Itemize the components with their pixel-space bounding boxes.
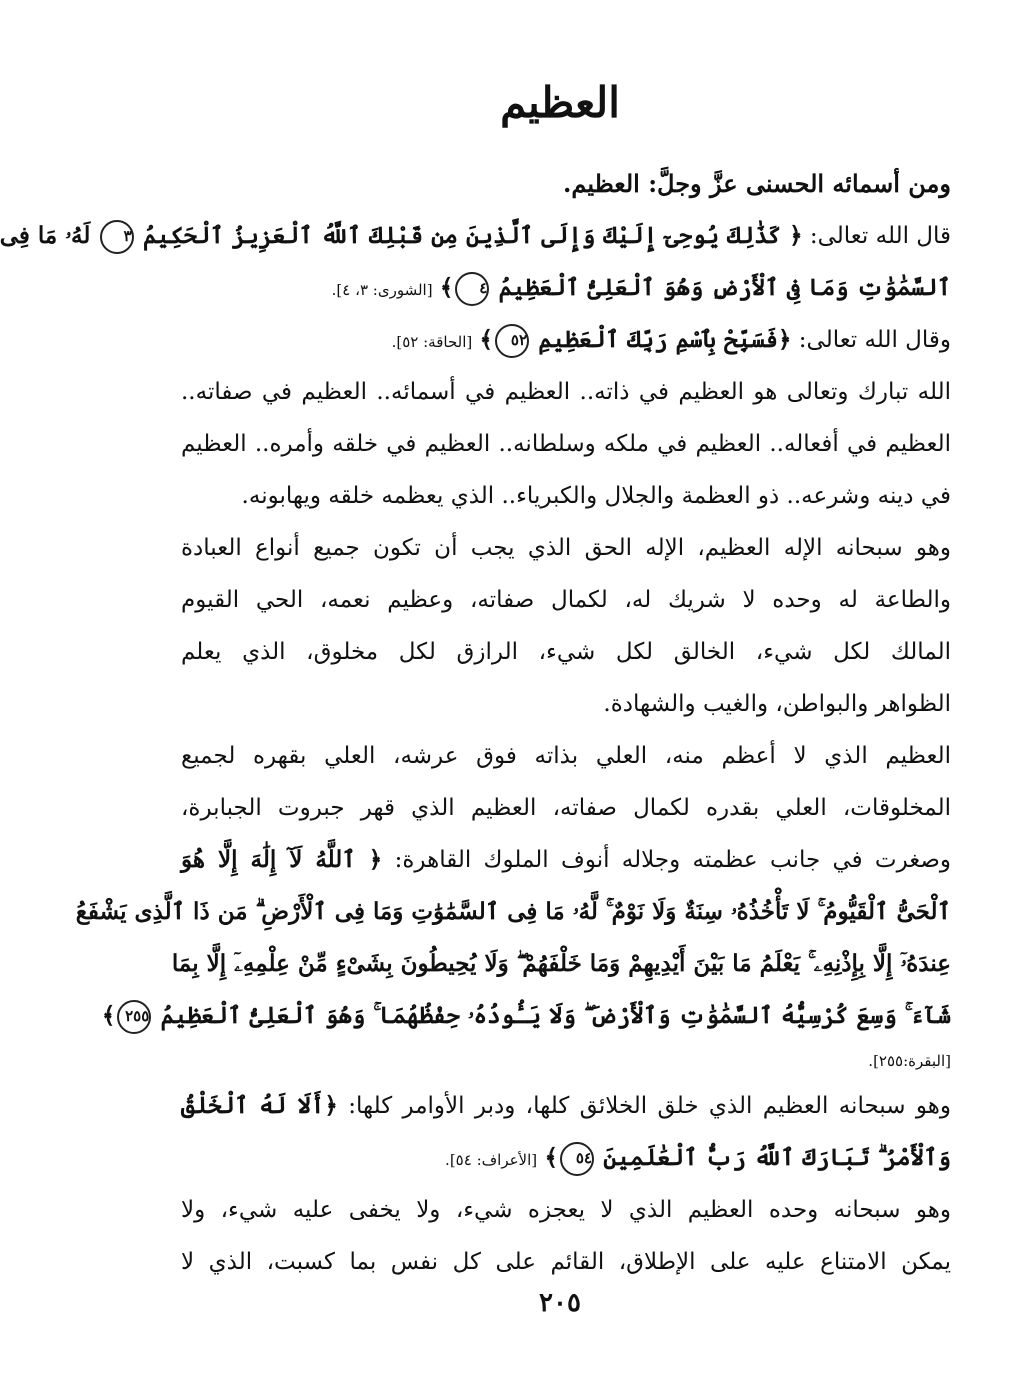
- paragraph-line: يمكن الامتناع عليه على الإطلاق، القائم على كل نفس بما كسبت، الذي لا: [181, 1249, 951, 1275]
- verse-baqara-line-3: عِندَهُۥٓ إِلَّا بِإِذْنِهِۦ ۚ يَعْلَمُ مَا بَيْنَ أَيْدِيهِمْ وَمَا خَلْفَهُمْ ۖ وَلَا يُحِيطُونَ بِشَىْءٍ مِّنْ عِلْمِهِۦٓ إِلَّا بِمَا: [171, 950, 951, 977]
- quran-text: ٱلسَّمَٰوَٰتِ وَمَا فِى ٱلْأَرْضِ وَهُوَ ٱلْعَلِىُّ ٱلْعَظِيمُ: [498, 274, 951, 301]
- verse-araf-line-2: [181, 1132, 951, 1184]
- paragraph-line: العظيم الذي لا أعظم منه، العلي بذاته فوق عرشه، العلي بقهره لجميع: [181, 743, 951, 769]
- paragraph-line: المالك لكل شيء، الخالق لكل شيء، الرازق لكل مخلوق، الذي يعلم: [181, 639, 951, 665]
- verse-reference: [الشورى: ٣، ٤].: [331, 281, 433, 299]
- paragraph-line: وهو سبحانه الإله العظيم، الإله الحق الذي يجب أن تكون جميع أنواع العبادة: [181, 535, 951, 561]
- paragraph-line: الله تبارك وتعالى هو العظيم في ذاته.. العظيم في أسمائه.. العظيم في صفاته..: [181, 379, 951, 405]
- page-title: العظيم: [500, 78, 620, 127]
- quran-text: ﴿أَلَا لَهُ ٱلْخَلْقُ: [181, 1092, 338, 1119]
- paragraph-line: وهو سبحانه وحده العظيم الذي لا يعجزه شيء، ولا يخفى عليه شيء، ولا: [181, 1197, 951, 1223]
- paragraph-line: العظيم في أفعاله.. العظيم في ملكه وسلطانه.. العظيم في خلقه وأمره.. العظيم: [181, 431, 951, 457]
- closing-brace: ﴾: [479, 326, 494, 353]
- paragraph-line: في دينه وشرعه.. ذو العظمة والجلال والكبرياء.. الذي يعظمه خلقه ويهابونه.: [241, 483, 951, 509]
- quran-text: ﴿ كَذَٰلِكَ يُوحِىٓ إِلَيْكَ وَإِلَى ٱلَّذِينَ مِن قَبْلِكَ ٱللَّهُ ٱلْعَزِيزُ ٱلْحَكِيمُ: [142, 222, 803, 249]
- verse-reference: [الحاقة: ٥٢].: [391, 333, 473, 351]
- closing-brace: ﴾: [439, 274, 454, 301]
- intro-line: ومن أسمائه الحسنى عزَّ وجلَّ: العظيم.: [563, 169, 951, 198]
- paragraph-line: الظواهر والبواطن، والغيب والشهادة.: [603, 691, 951, 717]
- page-number: ٢٠٥: [539, 1288, 581, 1318]
- verse-baqara-line-2: ٱلْحَىُّ ٱلْقَيُّومُ ۚ لَا تَأْخُذُهُۥ سِنَةٌ وَلَا نَوْمٌ ۚ لَّهُۥ مَا فِى ٱلسَّمَٰوَٰتِ وَمَا فِى ٱلْأَرْضِ ۗ مَن ذَا ٱلَّذِى يَشْفَعُ: [75, 898, 951, 925]
- verse-araf-line-1: [181, 1080, 951, 1132]
- paragraph-line: والطاعة له وحده لا شريك له، لكمال صفاته، وعظيم نعمه، الحي القيوم: [181, 587, 951, 613]
- closing-brace: ﴾: [544, 1144, 558, 1171]
- body-text: [0, 158, 952, 1288]
- verse-reference-line: [181, 1042, 951, 1080]
- verse-reference: [البقرة:٢٥٥].: [868, 1052, 951, 1070]
- quran-text: لَهُۥ مَا فِى: [0, 222, 91, 249]
- ayah-marker: ٥٤: [560, 1142, 594, 1176]
- verse-lead: قال الله تعالى:: [809, 223, 951, 249]
- paragraph-text: وهو سبحانه العظيم الذي خلق الخلائق كلها، ودبر الأوامر كلها:: [348, 1093, 951, 1119]
- quran-text: ﴿ ٱللَّهُ لَآ إِلَٰهَ إِلَّا هُوَ: [181, 846, 383, 873]
- paragraph-text: وصغرت في جانب عظمته وجلاله أنوف الملوك القاهرة:: [394, 847, 952, 873]
- verse-lead: وقال الله تعالى:: [798, 327, 951, 353]
- quran-text: شَآءَ ۚ وَسِعَ كُرْسِيُّهُ ٱلسَّمَٰوَٰتِ وَٱلْأَرْضَ ۖ وَلَا يَـُٔودُهُۥ حِفْظُهُمَا ۚ وَهُوَ ٱلْعَلِىُّ ٱلْعَظِيمُ: [160, 1002, 951, 1029]
- ayah-marker: ٣: [100, 220, 134, 254]
- closing-brace: ﴾: [101, 1002, 116, 1029]
- verse-shura-line-1: [0, 210, 951, 262]
- verse-haqqa-line: [181, 314, 951, 366]
- quran-text: ﴿فَسَبِّحْ بِٱسْمِ رَبِّكَ ٱلْعَظِيمِ: [538, 326, 792, 353]
- verse-baqara-line-1: [181, 834, 951, 886]
- quran-text: وَٱلْأَمْرُ ۗ تَبَارَكَ ٱللَّهُ رَبُّ ٱلْعَٰلَمِينَ: [603, 1144, 951, 1171]
- paragraph-line: المخلوقات، العلي بقدره لكمال صفاته، العظيم الذي قهر جبروت الجبابرة،: [181, 795, 951, 821]
- verse-baqara-line-4: [101, 990, 951, 1042]
- verse-shura-line-2: [181, 262, 951, 314]
- ayah-marker: ٢٥٥: [117, 1000, 151, 1034]
- ayah-marker: ٥٢: [495, 324, 529, 358]
- ayah-marker: ٤: [455, 272, 489, 306]
- verse-reference: [الأعراف: ٥٤].: [445, 1151, 538, 1169]
